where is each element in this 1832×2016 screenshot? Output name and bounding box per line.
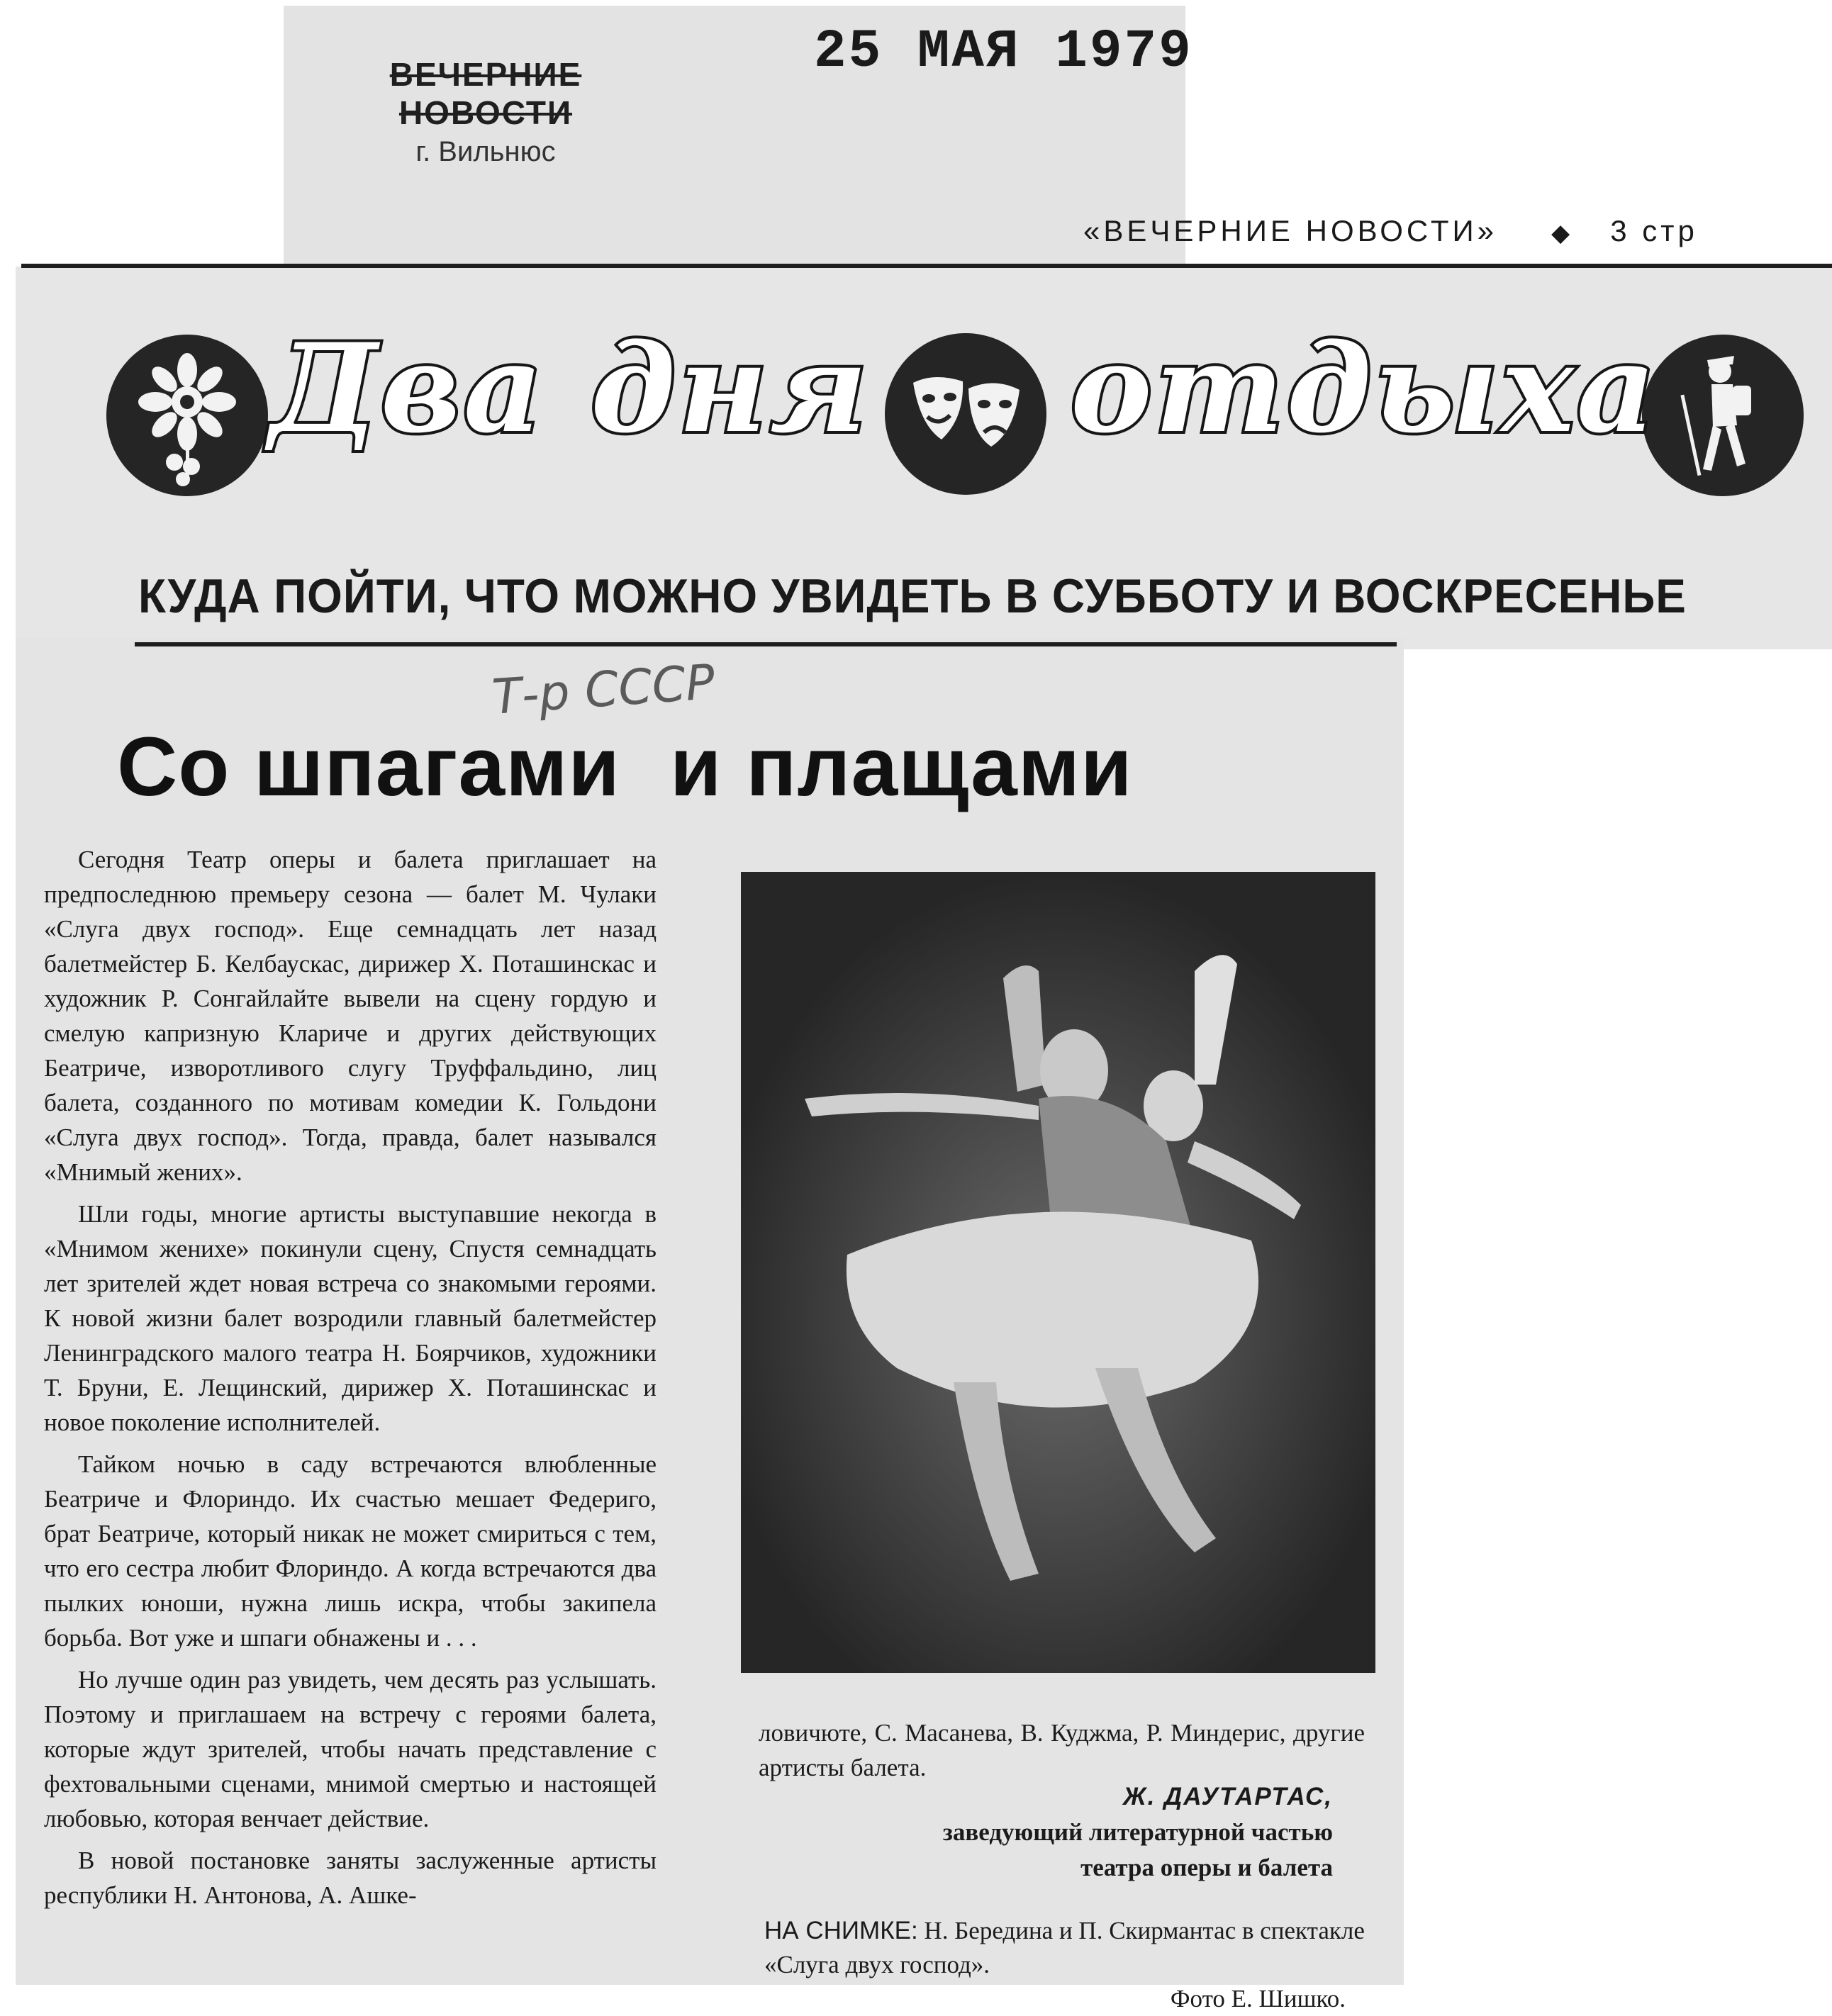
caption-text: Н. Бередина и П. Скирмантас в спектакле «Слуга двух господ». (764, 1917, 1365, 1978)
author-signature (844, 1779, 1333, 1886)
article-continuation: ловичюте, С. Масанева, В. Куджма, Р. Миндерис, другие артисты балета. (759, 1719, 1365, 1781)
author-name: Ж. ДАУТАРТАС, (1123, 1783, 1333, 1810)
ballet-photo (741, 872, 1375, 1673)
archive-stamp (333, 55, 638, 168)
subtitle-rule (135, 642, 1397, 646)
photo-caption (764, 1914, 1374, 2016)
section-title-part1: Два дня (269, 316, 871, 460)
stamp-city: г. Вильнюс (415, 136, 556, 167)
handwritten-note: Т-р СССР (490, 654, 717, 726)
masthead-rule (21, 264, 1832, 268)
article-body (44, 842, 657, 1920)
section-subtitle: КУДА ПОЙТИ, ЧТО МОЖНО УВИДЕТЬ В СУББОТУ И ВОСКРЕСЕНЬЕ (138, 569, 1687, 623)
masthead-newspaper: «ВЕЧЕРНИЕ НОВОСТИ» (1083, 214, 1498, 247)
photo-credit: Фото Е. Шишко. (1170, 1985, 1346, 2012)
author-role: театра оперы и балета (1080, 1854, 1333, 1881)
headline-part1: Со шпагами (117, 720, 620, 814)
flower-icon (106, 335, 268, 496)
author-role: заведующий литературной частью (942, 1818, 1333, 1846)
section-title (269, 316, 1659, 460)
hiker-icon (1642, 335, 1804, 496)
stamp-paper-name: ВЕЧЕРНИЕ НОВОСТИ (389, 56, 582, 131)
article-headline (117, 719, 1133, 815)
diamond-icon: ◆ (1551, 220, 1574, 247)
masthead-page: 3 стр (1610, 214, 1698, 247)
caption-lead: НА СНИМКЕ: (764, 1917, 918, 1944)
article-paragraph: Шли годы, многие артисты выступавшие некогда в «Мнимом женихе» покинули сцену, Спустя семнадцать лет зрителей ждет новая встреча со знакомыми героями. К новой жизни балет возродили главный балетмейстер Ленинградского малого театра Н. Боярчиков, художники Т. Бруни, Е. Лещинский, дирижер Х. Поташинскас и новое поколение исполнителей. (44, 1200, 657, 1436)
section-title-part2: отдыха (1071, 316, 1659, 460)
article-paragraph: Сегодня Театр оперы и балета приглашает на предпоследнюю премьеру сезона — балет М. Чулаки «Слуга двух господ». Еще семнадцать лет назад балетмейстер Б. Келбаускас, дирижер Х. Поташинскас и художник Р. Сонгайлайте вывели на сцену гордую и смелую капризную Клариче и других действующих Беатриче, изворотливого слугу Труффальдино, лиц балета, созданного по мотивам комедии К. Гольдони «Слуга двух господ». Тогда, правда, балет назывался «Мнимый жених». (44, 846, 657, 1186)
article-paragraph: В новой постановке заняты заслуженные артисты республики Н. Антонова, А. Ашке- (44, 1847, 657, 1909)
article-paragraph: Тайком ночью в саду встречаются влюбленные Беатриче и Флориндо. Их счастью мешает Федериго, брат Беатриче, который никак не может смириться с тем, что его сестра любит Флориндо. А когда встречаются два пылких юноши, нужна лишь искра, чтобы закипела борьба. Вот уже и шпаги обнажены и . . . (44, 1450, 657, 1652)
stamp-date: 25 МАЯ 1979 (814, 21, 1193, 82)
theatre-masks-icon (885, 333, 1046, 495)
masthead (1083, 214, 1698, 248)
article-paragraph: Но лучше один раз увидеть, чем десять раз услышать. Поэтому и приглашаем на встречу с героями балета, которые ждут зрителей, чтобы начать представление с фехтовальными сценами, мнимой смертью и настоящей любовью, которая венчает действие. (44, 1666, 657, 1832)
headline-part2: и плащами (669, 720, 1133, 814)
